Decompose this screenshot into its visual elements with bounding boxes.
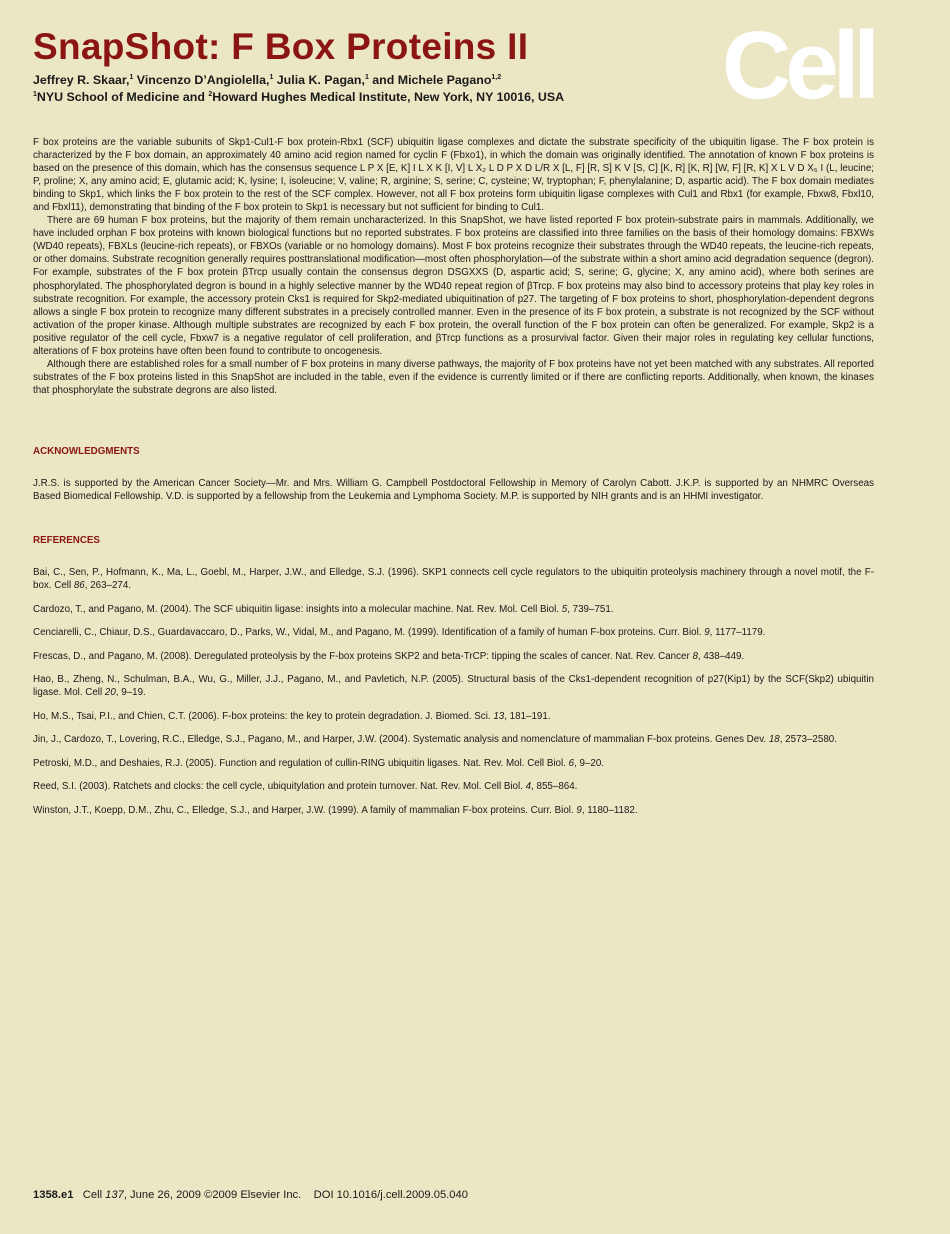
references-heading: REFERENCES xyxy=(33,535,100,546)
citation-info: , June 26, 2009 ©2009 Elsevier Inc. DOI 10.1016/j.cell.2009.05.040 xyxy=(123,1189,468,1201)
author-affiliation-mark: 1 xyxy=(269,73,274,81)
page-title: SnapShot: F Box Proteins II xyxy=(33,26,529,67)
acknowledgments-heading: ACKNOWLEDGMENTS xyxy=(33,446,140,457)
affiliation-2: Howard Hughes Medical Institute, New York, NY 10016, USA xyxy=(212,90,565,104)
reference-item: Reed, S.I. (2003). Ratchets and clocks: the cell cycle, ubiquitylation and protein turnover. Nat. Rev. Mol. Cell Biol. 4, 855–864. xyxy=(33,781,578,793)
affiliations xyxy=(33,89,564,106)
author-name: Jeffrey R. Skaar, xyxy=(33,73,130,87)
page-number: 1358.e1 xyxy=(33,1189,74,1201)
reference-item: Ho, M.S., Tsai, P.I., and Chien, C.T. (2006). F-box proteins: the key to protein degradation. J. Biomed. Sci. 13, 181–191. xyxy=(33,710,551,722)
acknowledgments-text: J.R.S. is supported by the American Cancer Society—Mr. and Mrs. William G. Campbell Postdoctoral Fellowship in Memory of Carolyn Cabott. J.K.P. is supported by an NHMRC Overseas Based Biomedical Fellowship. V.D. is supported by a fellowship from the Leukemia and Lymphoma Society. M.P. is supported by NIH grants and is an HHMI investigator. xyxy=(33,478,874,503)
author-affiliation-mark: 1 xyxy=(129,73,134,81)
reference-item: Jin, J., Cardozo, T., Lovering, R.C., Elledge, S.J., Pagano, M., and Harper, J.W. (2004). Systematic analysis and nomenclature of mammalian F-box proteins. Genes Dev. 18, 2573–2580. xyxy=(33,734,837,746)
paragraph: F box proteins are the variable subunits of Skp1-Cul1-F box protein-Rbx1 (SCF) ubiquitin ligase complexes and dictate the substrate specificity of the ubiquitin ligase. The F box protein is characterized by the F box domain, an approximately 40 amino acid region named for cyclin F (Fbxo1), in which the domain was originally identified. The annotation of known F box proteins is based on the presence of this domain, which has the consensus sequence L P X [E, K] I L X K [I, V] L X₂ L D P X D L/R X [L, F] [R, S] K V [S, C] [K, R] [K, R] [W, F] [R, K] X L V D X₅ I (L, leucine; P, proline; X, any amino acid; E, glutamic acid; K, lysine; I, isoleucine; V, valine; R, arginine; S, serine; C, cysteine; W, tryptophan; F, phenylalanine; D, aspartic acid). The F box domain mediates binding to Skp1, which links the F box protein to the rest of the SCF complex. However, not all F box proteins form ubiquitin ligase complexes with Cul1 and Rbx1 (for example, Fbxw8, Fbxl10, and Fbxl11), demonstrating that binding of the F box protein to Skp1 is necessary but not sufficient for binding to Cul1. xyxy=(33,137,874,214)
paragraph: There are 69 human F box proteins, but the majority of them remain uncharacterized. In this SnapShot, we have listed reported F box protein-substrate pairs in mammals. Additionally, we have included orphan F box proteins with known biological functions but no reported substrates. F box proteins are classified into three families on the basis of their homology domains: FBXWs (WD40 repeats), FBXLs (leucine-rich repeats), or FBXOs (variable or no homology domains). Most F box proteins recognize their substrates through the WD40 repeats, the leucine-rich repeats, or other domains. Substrate recognition generally requires posttranslational modification—most often phosphorylation—of the substrate within a short amino acid degradation sequence (degron). For example, substrates of the F box protein βTrcp usually contain the consensus degron DSGXXS (D, aspartic acid; S, serine; G, glycine; X, any amino acid), where both serines are phosphorylated. The phosphorylated degron is bound in a highly selective manner by the WD40 repeat region of βTrcp. F box proteins may also bind to accessory proteins that play key roles in substrate recognition. For example, the accessory protein Cks1 is required for Skp2-mediated ubiquitination of p27. The targeting of F box proteins to short, phosphorylation-dependent degrons allows a single F box protein to recognize many different substrates in a precisely controlled manner. Even in the presence of its F box protein, a substrate is not recognized by the SCF without activation of the proper kinase. Although multiple substrates are recognized by each F box protein, the overall function of the F box protein can often be generalized. For example, Skp2 is a positive regulator of the cell cycle, Fbxw7 is a negative regulator of cell proliferation, and βTrcp functions as a prosurvival factor. Given their major roles in regulating key cellular functions, alterations of F box proteins have often been found to contribute to oncogenesis. xyxy=(33,215,874,357)
author-affiliation-mark: 1,2 xyxy=(491,73,502,81)
page-footer xyxy=(33,1188,468,1202)
paragraph: Although there are established roles for a small number of F box proteins in many diverse pathways, the majority of F box proteins have not yet been matched with any substrates. All reported substrates of the F box proteins listed in this SnapShot are included in the table, even if the evidence is currently limited or if there are conflicting reports. Additionally, when known, the kinases that phosphorylate the substrate degrons are also listed. xyxy=(33,358,874,396)
author-name: Julia K. Pagan, xyxy=(273,73,365,87)
author-name: and Michele Pagano xyxy=(368,73,492,87)
reference-list xyxy=(33,566,874,828)
reference-item: Bai, C., Sen, P., Hofmann, K., Ma, L., Goebl, M., Harper, J.W., and Elledge, S.J. (1996). SKP1 connects cell cycle regulators to the ubiquitin proteolysis machinery through a novel motif, the F-box. Cell 86, 263–274. xyxy=(33,567,874,592)
author-list xyxy=(33,72,564,89)
author-block xyxy=(33,72,564,106)
affiliation-mark: 2 xyxy=(208,90,213,98)
intro-text xyxy=(33,136,874,397)
affiliation-1: NYU School of Medicine and xyxy=(36,90,209,104)
journal-volume: 137 xyxy=(105,1189,124,1201)
journal-logo: Cell xyxy=(722,12,875,119)
reference-item: Winston, J.T., Koepp, D.M., Zhu, C., Elledge, S.J., and Harper, J.W. (1999). A family of mammalian F-box proteins. Curr. Biol. 9, 1180–1182. xyxy=(33,805,638,817)
reference-item: Petroski, M.D., and Deshaies, R.J. (2005). Function and regulation of cullin-RING ubiquitin ligases. Nat. Rev. Mol. Cell Biol. 6, 9–20. xyxy=(33,757,605,769)
reference-item: Hao, B., Zheng, N., Schulman, B.A., Wu, G., Miller, J.J., Pagano, M., and Pavletich, N.P. (2005). Structural basis of the Cks1-dependent recognition of p27(Kip1) by the SCF(Skp2) ubiquitin ligase. Mol. Cell 20, 9–19. xyxy=(33,674,874,699)
author-name: Vincenzo D’Angiolella, xyxy=(133,73,270,87)
affiliation-mark: 1 xyxy=(33,90,37,98)
reference-item: Cardozo, T., and Pagano, M. (2004). The SCF ubiquitin ligase: insights into a molecular machine. Nat. Rev. Mol. Cell Biol. 5, 739–751. xyxy=(33,603,614,615)
reference-item: Cenciarelli, C., Chiaur, D.S., Guardavaccaro, D., Parks, W., Vidal, M., and Pagano, M. (1999). Identification of a family of human F-box proteins. Curr. Biol. 9, 1177–1179. xyxy=(33,627,766,639)
journal-name: Cell xyxy=(82,1189,106,1201)
reference-item: Frescas, D., and Pagano, M. (2008). Deregulated proteolysis by the F-box proteins SKP2 and beta-TrCP: tipping the scales of cancer. Nat. Rev. Cancer 8, 438–449. xyxy=(33,650,745,662)
author-affiliation-mark: 1 xyxy=(364,73,369,81)
